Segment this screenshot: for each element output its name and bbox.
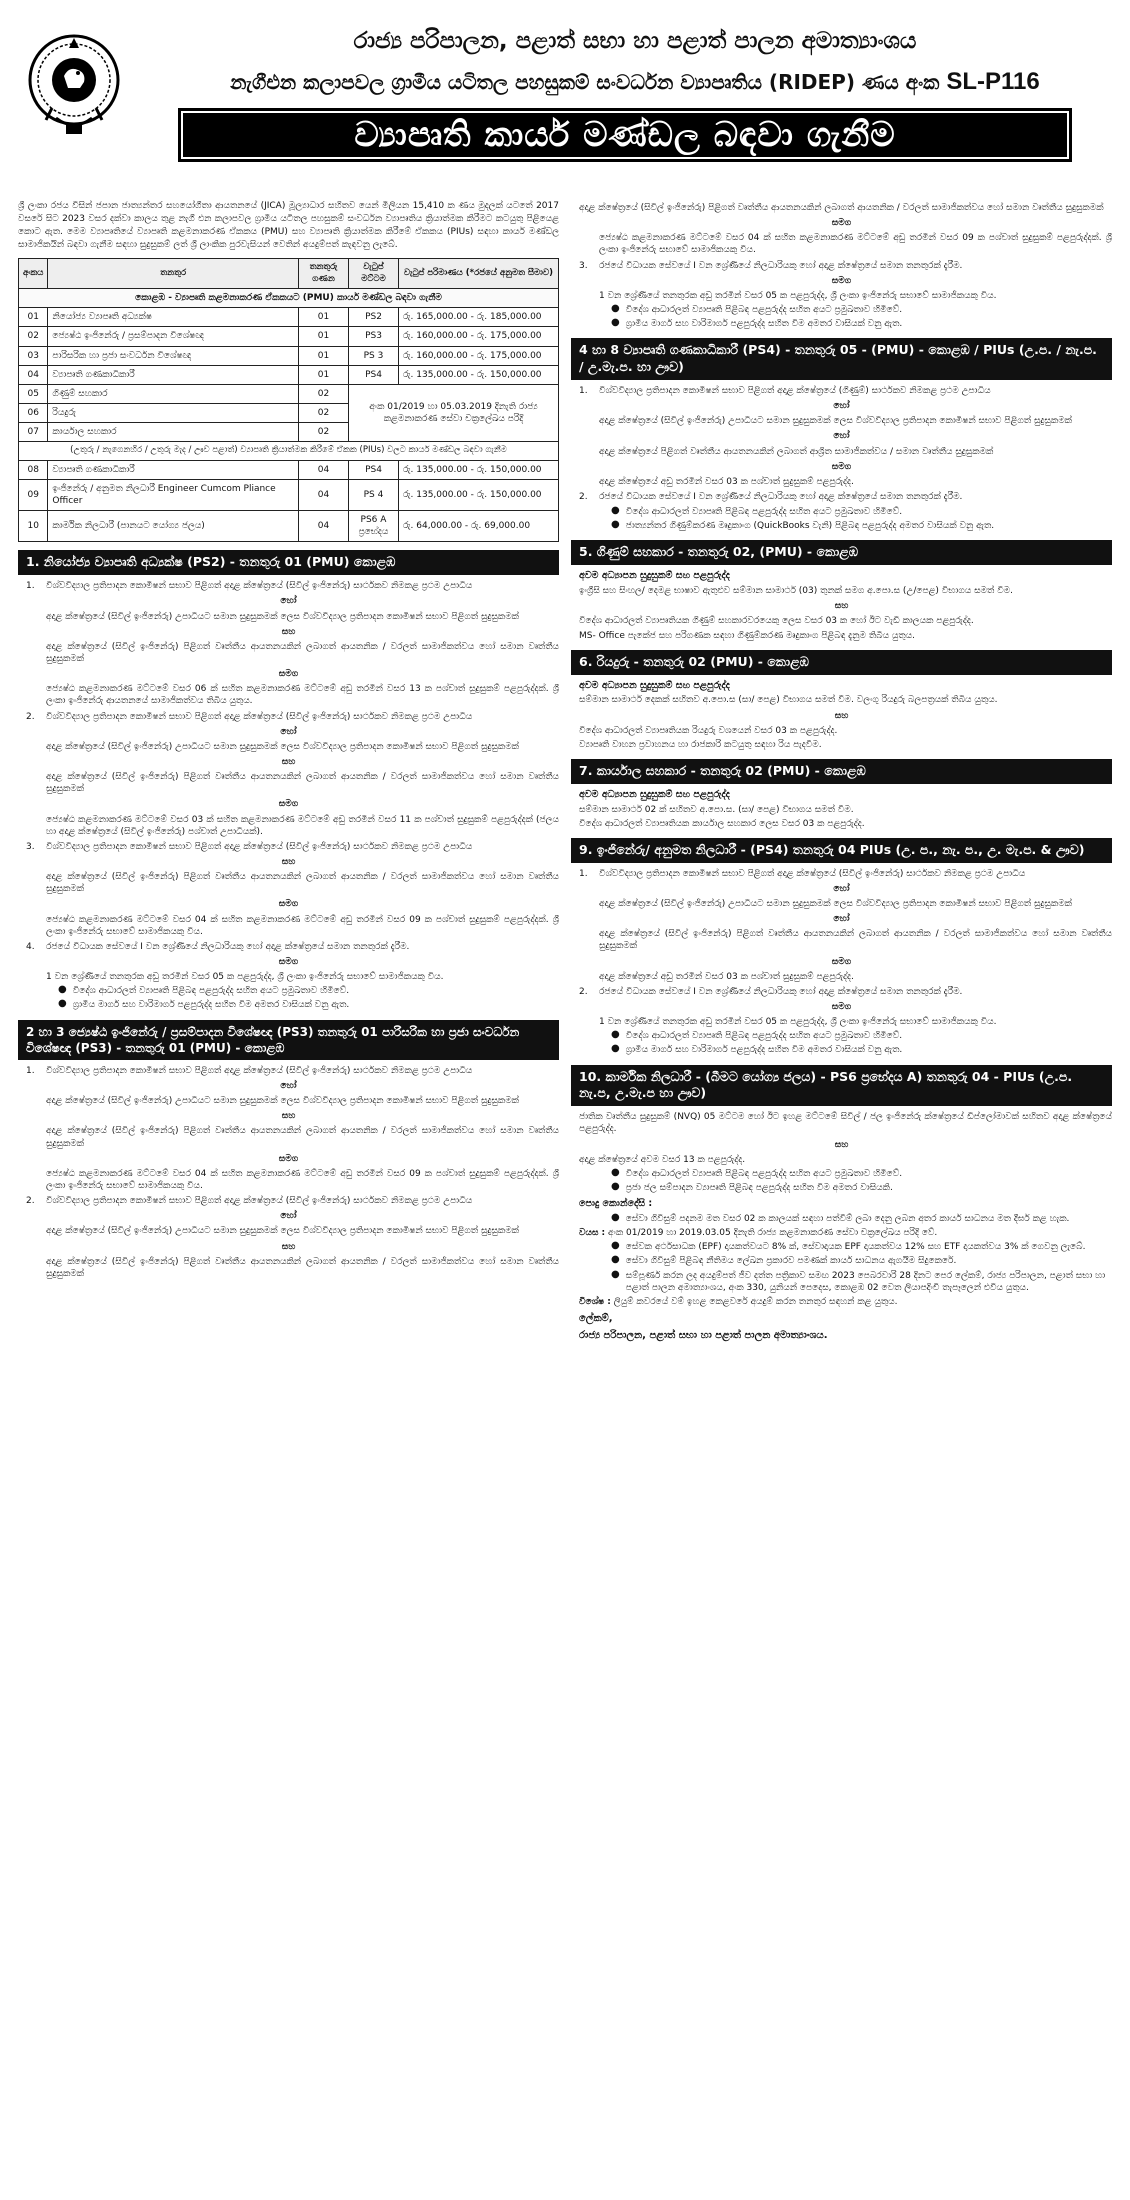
- requirement-text: අදාළ ක්ෂේත්‍රයේ (සිවිල් ඉංජිනේරු) පිළිගත් වෘත්තීය ආයතනයකින් ලබාගත් ආයතනික / වරලත් සාමාජිකත්වය හෝ සමාන වෘත්තීය සුදුසුකමක්: [46, 1256, 559, 1279]
- requirement-item: 1. විශ්වවිද්‍යාල ප්‍රතිපාදන කොමිෂන් සභාව පිළිගත් අදාළ ක්ෂේත්‍රයේ (ගිණුම්) සාර්ථකව නිමකළ ප්‍රථම උපාධිය: [579, 386, 991, 397]
- requirement-text: ජ්‍යෙෂ්ඨ කළමනාකරණ මට්ටමේ වසර 04 ක් සහිත කළමනාකරණ මට්ටමේ අඩු තරමින් වසර 09 ක පශ්චාත් සුදුසුකම් පළපුරුද්දක්. ශ්‍රී ලංකා ඉංජිනේරු සභාවේ සාමාජිකයකු විය.: [46, 914, 559, 937]
- min-qual-label: අවම අධ්‍යාපන සුදුසුකම් සහ පළපුරුද්ද: [579, 788, 730, 800]
- requirement-text: 1 වන ශ්‍රේණියේ තනතුරක අඩු තරමින් වසර 05 ක පළපුරුද්ද, ශ්‍රී ලංකා ඉංජිනේරු සභාවේ සාමාජිකයකු විය.: [599, 1017, 997, 1028]
- requirement-text: විදේශ ආධාරලත් ව්‍යාපෘතියක රියදුරු වශයෙන් වසර 03 ක පළපුරුද්ද.: [579, 725, 838, 736]
- requirement-item: 3. රජයේ විධායක සේවයේ I වන ශ්‍රේණියේ නිලධාරියකු හෝ අදාළ ක්ෂේත්‍රයේ සමාන තනතුරක් දැරීම.: [579, 260, 963, 271]
- bullet-item: ● සේවක අර්ථසාධක (EPF) දායකත්වයට 8% ක්, සේවාදායක EPF දායකත්වය 12% සහ ETF දායකත්වය 3% ක් ගෙවනු ලැබේ.: [611, 1240, 1086, 1253]
- min-qual-label: අවම අධ්‍යාපන සුදුසුකම් සහ පළපුරුද්ද: [579, 570, 730, 582]
- bullet-item: ● විදේශ ආධාරලත් ව්‍යාපෘති පිළිබඳ පළපුරුද්ද සහිත අයට ප්‍රමුඛතාව හිමිවේ.: [58, 984, 350, 997]
- and-label: සහ: [281, 1111, 296, 1122]
- requirement-text: ජ්‍යෙෂ්ඨ කළමනාකරණ මට්ටමේ වසර 04 ක් සහිත කළමනාකරණ මට්ටමේ අඩු තරමින් වසර 09 ක පශ්චාත් සුදුසුකම් පළපුරුද්දක්. ශ්‍රී ලංකා ඉංජිනේරු සභාවේ සාමාජිකයකු විය.: [46, 1168, 559, 1192]
- bullet-item: ● විදේශ ආධාරලත් ව්‍යාපෘති පිළිබඳ පළපුරුද්ද සහිත අයට ප්‍රමුඛතාව හිමිවේ.: [611, 505, 903, 518]
- requirement-text: අදාළ ක්ෂේත්‍රයේ (සිවිල් ඉංජිනේරු) උපාධියට සමාන සුදුසුකමක් ලෙස විශ්වවිද්‍යාල ප්‍රතිපාදන කොමිෂන් සභාව පිළිගත් සුදුසුකමක්: [46, 1096, 519, 1107]
- signature-ministry: රාජ්‍ය පරිපාලන, පළාත් සභා හා පළාත් පාලන අමාත්‍යාංශය.: [579, 1330, 828, 1342]
- requirement-text: අදාළ ක්ෂේත්‍රයේ (සිවිල් ඉංජිනේරු) පිළිගත් වෘත්තීය ආයතනයකින් ලබාගත් ආයතනික / වරලත් සාමාජිකත්වය හෝ සමාන වෘත්තීය සුදුසුකමක්: [46, 772, 559, 795]
- requirement-item: 1. විශ්වවිද්‍යාල ප්‍රතිපාදන කොමිෂන් සභාව පිළිගත් අදාළ ක්ෂේත්‍රයේ (සිවිල් ඉංජිනේරු) සාර්ථකව නිමකළ ප්‍රථම උපාධිය: [579, 868, 1026, 879]
- requirement-text: අදාළ ක්ෂේත්‍රයේ අඩු තරමින් වසර 03 ක පශ්චාත් සුදුසුකම් පළපුරුද්ද.: [599, 476, 854, 487]
- section-4-8-heading: 4 හා 8 ව්‍යාපෘති ගණකාධිකාරී (PS4) - තනතුරු 05 - (PMU) - කොළඹ / PIUs (උ.ප. / නැ.ප. / උ.මැ.ප. හා ඌව): [571, 338, 1112, 380]
- bullet-item: ● ග්‍රාමීය මාර්ග සහ වාරිමාර්ග පළපුරුද්ද සහිත විම අමතර වාසියක් වනු ඇත.: [58, 998, 350, 1011]
- requirement-text: සම්මාන සාමාර්ථ 02 ක් සහිතව අ.පො.ස. (සා/ පෙළ) විභාගය සමත් වීම.: [579, 804, 854, 815]
- section-10-heading: 10. කාර්මික නිලධාරී - (බීමට යෝග්‍ය ජලය) - PS6 ප්‍රභේදය A) තනතුරු 04 - PIUs (උ.ප. නැ.ප, උ.මැ.ප හා ඌව): [571, 1065, 1112, 1107]
- requirement-text: 1 වන ශ්‍රේණියේ තනතුරක අඩු තරමින් වසර 05 ක පළපුරුද්ද, ශ්‍රී ලංකා ඉංජිනේරු සභාවේ සාමාජිකයකු විය.: [599, 290, 997, 301]
- requirement-text: අදාළ ක්ෂේත්‍රයේ (සිවිල් ඉංජිනේරු) පිළිගත් වෘත්තීය ආයතනයකින් ලබාගත් ආයතනික / වරලත් සාමාජිකත්වය හෝ සමාන වෘත්තීය සුදුසුකමක්: [579, 203, 1104, 213]
- with-label: සමග: [831, 275, 852, 286]
- with-label: සමග: [278, 956, 299, 967]
- requirement-text: අදාළ ක්ෂේත්‍රයේ පිළිගත් වෘත්තීය ආයතනයකින් ලබාගත් ආශ්‍රිත සාමාජිකත්වය / සමාන වෘත්තීය සුදුසුකමක්: [599, 446, 994, 457]
- bullet-item: ● සම්පූර්ණ කරන ලද අයදුම්පත් ජීව දත්ත පත්‍රිකාව සමඟ 2023 පෙබරවාරි 28 දිනට පෙර ලේකම්, රාජ්‍ය පරිපාලන, පළාත් සභා හා පළාත් පාලන අමාත්‍යාංශය, අංක 330, යුනියන් පෙදෙස, කොළඹ 02 වෙත ලියාපදිංචි තැපෑලෙන් එවිය යුතුය.: [611, 1268, 1106, 1293]
- loan-number: SL-P116: [946, 68, 1040, 95]
- table-row: 07 කාර්යාල සහකාර 02: [19, 423, 559, 442]
- requirement-text: ජ්‍යෙෂ්ඨ කළමනාකරණ මට්ටමේ වසර 06 ක් සහිත කළමනාකරණ මට්ටමේ අඩු තරමින් වසර 13 ක පශ්චාත් සුදුසුකම් පළපුරුද්දක්. ශ්‍රී ලංකා ඉංජිනේරු ආයතනයේ සාමාජිකත්වය තිබිය යුතුය.: [46, 684, 559, 707]
- or-label: හෝ: [280, 1211, 297, 1222]
- or-label: හෝ: [280, 596, 297, 607]
- requirement-text: ඉංග්‍රීසි සහ සිංහල/ දෙමළ භාෂාව ඇතුළුව සම්මාන සාමාර්ථ (03) තුනක් සමග අ.පො.ස (උ/පෙළ) විභාගය සමත් වීම.: [579, 586, 1014, 597]
- requirement-text: අදාළ ක්ෂේත්‍රයේ (සිවිල් ඉංජිනේරු) පිළිගත් වෘත්තීය ආයතනයකින් ලබාගත් ආයතනික / වරලත් සාමාජිකත්වය හෝ සමාන වෘත්තීය සුදුසුකමක්: [46, 872, 559, 895]
- and-label: සහ: [281, 626, 296, 637]
- intro-paragraph: ශ්‍රී ලංකා රජය විසින් ජපාන ජාත්‍යන්තර සහයෝගීතා ආයතනයේ (JICA) මූල්‍යාධාර සහිතව යෙන් මිලියන 15,410 ක ණය මුදලක් යටතේ 2017 වසරේ සිට 2023 වසර දක්වා කාලය තුළ නැගී එන කලාපවල ග්‍රාමීය යටිතල පහසුකම් සංවර්ධන ව්‍යාපෘතිය ක්‍රියාත්මක කිරීමට කටයුතු පිළියෙළ කොට ඇත. මෙම ව්‍යාපෘතියේ ව්‍යාපෘති කළමනාකරණ ඒකකය (PMU) සහ ව්‍යාපෘති ක්‍රියාත්මක කිරීමේ ඒකකය (PIUs) සඳහා කාර්ය මණ්ඩල සාමාජිකයින් බඳවා ගැනීම සඳහා සුදුසුකම් ලත් ශ්‍රී ලාංකික පුරවැසියන් වෙතින් අයදුම්පත් කැඳවනු ලැබේ.: [18, 201, 559, 251]
- section-5-heading: 5. ගිණුම් සහකාර - තනතුරු 02, (PMU) - කොළඹ: [571, 540, 1112, 565]
- section-9-heading: 9. ඉංජිනේරු/ අනුමත නිලධාරී - (PS4) තනතුරු 04 PIUs (උ. ප., නැ. ප., උ. මැ.ප. & ඌව): [571, 838, 1112, 863]
- requirement-item: 3. විශ්වවිද්‍යාල ප්‍රතිපාදන කොමිෂන් සභාව පිළිගත් අදාළ ක්ෂේත්‍රයේ (සිවිල් ඉංජිනේරු) සාර්ථකව නිමකළ ප්‍රථම උපාධිය: [26, 841, 473, 852]
- or-label: හෝ: [833, 883, 850, 894]
- requirement-item: 2. රජයේ විධායක සේවයේ I වන ශ්‍රේණියේ නිලධාරියකු හෝ අදාළ ක්ෂේත්‍රයේ සමාන තනතුරක් දැරීම.: [579, 986, 963, 997]
- requirement-text: ජ්‍යෙෂ්ඨ කළමනාකරණ මට්ටමේ වසර 04 ක් සහිත කළමනාකරණ මට්ටමේ අඩු තරමින් වසර 09 ක පශ්චාත් සුදුසුකම් පළපුරුද්දක්. ශ්‍රී ලංකා ඉංජිනේරු සභාවේ සාමාජිකයකු විය.: [599, 233, 1112, 256]
- requirement-item: 2. රජයේ විධායක සේවයේ I වන ශ්‍රේණියේ නිලධාරියකු හෝ අදාළ ක්ෂේත්‍රයේ සමාන තනතුරක් දැරීම.: [579, 492, 963, 502]
- table-row: 08 ව්‍යාපෘති ගණකාධිකාරී 04 PS4 රු. 135,000.00 - රු. 150,000.00: [19, 460, 559, 479]
- col-count: තනතුරු ගණන: [299, 259, 349, 289]
- age-condition: වයස : අංක 01/2019 හා 2019.03.05 දිනැති රාජ්‍ය කළමනාකරණ සේවා චක්‍රලේඛය පරිදි වේ.: [579, 1228, 938, 1239]
- requirement-text: සම්මාන සාමාර්ථ දෙකක් සහිතව අ.පො.ස (සා/ පෙළ) විභාගය සමත් වීම. වලංගු රියදුරු බලපත්‍රයක් තිබිය යුතුය.: [579, 695, 998, 706]
- bullet-item: ● ජාත්‍යන්තර ගිණුම්කරණ මෘදුකාංග (QuickBooks වැනි) පිළිබඳ පළපුරුද්ද අමතර වාසියක් වනු ඇත.: [611, 519, 995, 532]
- with-label: සමග: [831, 1002, 852, 1013]
- requirement-text: 1 වන ශ්‍රේණියේ තනතුරක අඩු තරමින් වසර 05 ක පළපුරුද්ද, ශ්‍රී ලංකා ඉංජිනේරු සභාවේ සාමාජිකයකු විය.: [46, 972, 444, 983]
- with-label: සමග: [278, 669, 299, 680]
- requirement-item: 2. විශ්වවිද්‍යාල ප්‍රතිපාදන කොමිෂන් සභාව පිළිගත් අදාළ ක්ෂේත්‍රයේ (සිවිල් ඉංජිනේරු) සාර්ථකව නිමකළ ප්‍රථම උපාධිය: [26, 711, 473, 722]
- and-label: සහ: [834, 710, 849, 721]
- bullet-item: ● විදේශ ආධාරලත් ව්‍යාපෘති පිළිබඳ පළපුරුද්ද සහිත අයට ප්‍රමුඛතාව හිමිවේ.: [611, 1029, 903, 1042]
- table-row: 06 රියදුරු 02: [19, 403, 559, 422]
- requirement-text: අදාළ ක්ෂේත්‍රයේ (සිවිල් ඉංජිනේරු) උපාධියට සමාන සුදුසුකමක් ලෙස විශ්වවිද්‍යාල ප්‍රතිපාදන කොමිෂන් සභාව පිළිගත් සුදුසුකමක්: [46, 1226, 519, 1237]
- with-label: සමග: [278, 799, 299, 810]
- section-2-3-heading: 2 හා 3 ජ්‍යෙෂ්ඨ ඉංජිනේරු / ප්‍රසම්පාදන විශේෂඥ (PS3) තනතුරු 01 පාරිසරික හා ප්‍රජා සංවර්ධන විශේෂඥ (PS3) - තනතුරු 01 (PMU) - කොළඹ: [18, 1020, 559, 1060]
- signature-title: ලේකම්,: [579, 1312, 613, 1324]
- or-label: හෝ: [833, 401, 850, 412]
- and-label: සහ: [834, 601, 849, 612]
- or-label: හෝ: [833, 431, 850, 442]
- right-column: [571, 200, 1112, 2186]
- requirement-text: අදාළ ක්ෂේත්‍රයේ අඩු තරමින් වසර 03 ක පශ්චාත් සුදුසුකම් පළපුරුද්ද.: [599, 971, 854, 982]
- project-title: [168, 66, 1102, 98]
- or-label: හෝ: [280, 1081, 297, 1092]
- table-row: 03 පාරිසරික හා ප්‍රජා සංවර්ධන විශේෂඥ 01 PS 3 රු. 160,000.00 - රු. 175,000.00: [19, 346, 559, 365]
- circular-note-cell: අංක 01/2019 හා 05.03.2019 දිනැති රාජ්‍ය කළමනාකරණ සේවා චක්‍රලේඛය පරිදි: [349, 384, 559, 441]
- table-group-piu: (උතුරු / නැගෙනහිර / උතුරු මැද / ඌව පළාත්) ව්‍යාපෘති ක්‍රියාත්මක කිරීමේ ඒකක (PIUs) වලට කාර්ය මණ්ඩල බඳවා ගැනීම: [19, 442, 559, 460]
- requirement-item: 2. විශ්වවිද්‍යාල ප්‍රතිපාදන කොමිෂන් සභාව පිළිගත් අදාළ ක්ෂේත්‍රයේ (සිවිල් ඉංජිනේරු) සාර්ථකව නිමකළ ප්‍රථම උපාධිය: [26, 1196, 473, 1207]
- with-label: සමග: [831, 218, 852, 229]
- requirement-text: විදේශ ආධාරලත් ව්‍යාපෘතියක කාර්යාල සහකාර ලෙස වසර 03 ක පළපුරුද්ද.: [579, 818, 865, 829]
- with-label: සමග: [278, 899, 299, 910]
- and-label: සහ: [281, 756, 296, 767]
- and-label: සහ: [281, 856, 296, 867]
- with-label: සමග: [278, 1153, 299, 1164]
- table-row: 10 කාර්මික නිලධාරී (පානයට යෝග්‍ය ජලය) 04 PS6 A ප්‍රභේදය රු. 64,000.00 - රු. 69,000.00: [19, 511, 559, 542]
- requirement-text: අදාළ ක්ෂේත්‍රයේ (සිවිල් ඉංජිනේරු) උපාධියට සමාන සුදුසුකමක් ලෙස විශ්වවිද්‍යාල ප්‍රතිපාදන කොමිෂන් සභාව පිළිගත් සුදුසුකමක්: [46, 611, 519, 622]
- bullet-item: ● සේවා ගිවිසුම් පිළිබඳ නීතිමය ලේඛන ප්‍රකාරව පමණක් කාර්ය සාධනය ඇගයීම සිදුකෙරේ.: [611, 1254, 957, 1267]
- requirement-text: ජාතික වෘත්තීය සුදුසුකම් (NVQ) 05 මට්ටම හෝ ඊට ඉහළ මට්ටමේ සිවිල් / ජල ඉංජිනේරු ක්ෂේත්‍රයේ ඩිප්ලෝමාවක් සහිතව අදාළ ක්ෂේත්‍රයේ පළපුරුද්ද.: [579, 1112, 1112, 1135]
- section-1-heading: 1. නියෝජ්‍ය ව්‍යාපෘති අධ්‍යක්ෂ (PS2) - තනතුරු 01 (PMU) කොළඹ: [18, 550, 559, 575]
- table-row: 01 නියෝජ්‍ය ව්‍යාපෘති අධ්‍යක්ෂ 01 PS2 රු. 165,000.00 - රු. 185,000.00: [19, 308, 559, 327]
- col-no: අංකය: [19, 259, 48, 289]
- requirement-text: අදාළ ක්ෂේත්‍රයේ (සිවිල් ඉංජිනේරු) උපාධියට සමාන සුදුසුකමක් ලෙස විශ්වවිද්‍යාල ප්‍රතිපාදන කොමිෂන් සභාව පිළිගත් සුදුසුකමක්: [599, 899, 1072, 910]
- requirement-text: අදාළ ක්ෂේත්‍රයේ (සිවිල් ඉංජිනේරු) පිළිගත් වෘත්තීය ආයතනයකින් ලබාගත් ආයතනික / වරලත් සාමාජිකත්වය හෝ සමාන වෘත්තීය සුදුසුකමක්: [46, 641, 559, 664]
- requirement-text: ව්‍යාපෘති වාහන ප්‍රවාහනය හා රාජකාරි කටයුතු සඳහා රිය පැදවීම.: [579, 739, 822, 750]
- with-label: සමග: [831, 956, 852, 967]
- general-conditions-label: පොදු කොන්දේසි :: [579, 1198, 653, 1210]
- left-column: [18, 200, 559, 2186]
- requirement-item: 1. විශ්වවිද්‍යාල ප්‍රතිපාදන කොමිෂන් සභාව පිළිගත් අදාළ ක්ෂේත්‍රයේ (සිවිල් ඉංජිනේරු) සාර්ථකව නිමකළ ප්‍රථම උපාධිය: [26, 1065, 473, 1076]
- col-scale: වැටුප් පරිමාණය (*රජයේ අනුමත සීමාව): [399, 259, 559, 289]
- min-qual-label: අවම අධ්‍යාපන සුදුසුකම් සහ පළපුරුද්ද: [579, 679, 730, 691]
- requirement-text: අදාළ ක්ෂේත්‍රයේ (සිවිල් ඉංජිනේරු) උපාධියට සමාන සුදුසුකමක් ලෙස විශ්වවිද්‍යාල ප්‍රතිපාදන කොමිෂන් සභාව පිළිගත් සුදුසුකමක්: [46, 741, 519, 752]
- table-header-row: [19, 259, 559, 289]
- with-label: සමග: [831, 461, 852, 472]
- requirement-text: අදාළ ක්ෂේත්‍රයේ (සිවිල් ඉංජිනේරු) පිළිගත් වෘත්තීය ආයතනයකින් ලබාගත් ආයතනික / වරලත් සාමාජිකත්වය හෝ සමාන වෘත්තීය සුදුසුකමක්: [46, 1126, 559, 1149]
- bullet-item: ● ප්‍රජා ජල සම්පාදන ව්‍යාපෘති පිළිබඳ පළපුරුද්ද සහිත විම අමතර වාසියකි.: [611, 1181, 893, 1194]
- bullet-item: ● විදේශ ආධාරලත් ව්‍යාපෘති පිළිබඳ පළපුරුද්ද සහිත අයට ප්‍රමුඛතාව හිමිවේ.: [611, 1166, 903, 1179]
- requirement-text: විදේශ ආධාරලත් ව්‍යාපෘතියක ගිණුම් සහකාරවරයෙකු ලෙස වසර 03 ක හෝ ඊට වැඩි කාලයක පළපුරුද්ද.: [579, 616, 974, 627]
- requirement-text: අදාළ ක්ෂේත්‍රයේ (සිවිල් ඉංජිනේරු) උපාධියට සමාන සුදුසුකමක් ලෙස විශ්වවිද්‍යාල ප්‍රතිපාදන කොමිෂන් සභාව පිළිගත් සුදුසුකමක්: [599, 416, 1072, 427]
- table-group-pmu: කොළඹ - ව්‍යාපෘති කළමනාකරණ ඒකකයට (PMU) කාර්ය මණ්ඩල බඳවා ගැනීම: [19, 289, 559, 308]
- table-row: 02 ජ්‍යෙෂ්ඨ ඉංජිනේරු / ප්‍රසම්පාදන විශේෂඥ 01 PS3 රු. 160,000.00 - රු. 175,000.00: [19, 327, 559, 346]
- state-emblem-icon: [26, 28, 122, 138]
- and-label: සහ: [834, 1139, 849, 1150]
- bullet-item: ● ග්‍රාමීය මාර්ග සහ වාරිමාර්ග පළපුරුද්ද සහිත විම අමතර වාසියක් වනු ඇත.: [611, 1043, 903, 1056]
- or-label: හෝ: [833, 914, 850, 925]
- project-name: නැගීඑන කලාපවල ග්‍රාමීය යටිතල පහසුකම් සංවර්ධන ව්‍යාපෘතිය (RIDEP) ණය අංක: [230, 70, 940, 94]
- or-label: හෝ: [280, 726, 297, 737]
- recruitment-banner: [178, 108, 1072, 162]
- col-level: වැටුප් මට්ටම: [349, 259, 399, 289]
- positions-table: [18, 258, 559, 542]
- table-row: 05 ගිණුම් සහකාර 02 අංක 01/2019 හා 05.03.2019 දිනැති රාජ්‍ය කළමනාකරණ සේවා චක්‍රලේඛය පරිදි: [19, 384, 559, 403]
- bullet-item: ● සේවා ගිවිසුම් පදනම මත වසර 02 ක කාලයක් සඳහා පත්වීම් ලබා දෙනු ලබන අතර කාර්ය සාධනය මත දීර්ඝ කළ හැක.: [611, 1212, 1070, 1224]
- table-row: 04 ව්‍යාපෘති ගණකාධිකාරී 01 PS4 රු. 135,000.00 - රු. 150,000.00: [19, 365, 559, 384]
- requirement-item: 1. විශ්වවිද්‍යාල ප්‍රතිපාදන කොමිෂන් සභාව පිළිගත් අදාළ ක්ෂේත්‍රයේ (සිවිල් ඉංජිනේරු) සාර්ථකව නිමකළ ප්‍රථම උපාධිය: [26, 581, 473, 592]
- and-label: සහ: [281, 1241, 296, 1252]
- content-columns: [18, 200, 1112, 2186]
- table-row: 09 ඉංජිනේරු / අනුමත නිලධාරී Engineer Cumcom Pliance Officer 04 PS 4 රු. 135,000.00 - රු. 150,000.00: [19, 479, 559, 510]
- section-7-heading: 7. කාර්යාල සහකාර - තනතුරු 02 (PMU) - කොළඹ: [571, 759, 1112, 784]
- bullet-item: ● විදේශ ආධාරලත් ව්‍යාපෘති පිළිබඳ පළපුරුද්ද සහිත අයට ප්‍රමුඛතාව හිමිවේ.: [611, 302, 903, 315]
- col-post: තනතුර: [48, 259, 299, 289]
- header: [18, 14, 1112, 169]
- banner-text: ව්‍යාපෘති කාර්ය මණ්ඩල බඳවා ගැනීම: [354, 115, 896, 155]
- bullet-item: ● ග්‍රාමීය මාර්ග සහ වාරිමාර්ග පළපුරුද්ද සහිත විම අමතර වාසියක් වනු ඇත.: [611, 317, 903, 330]
- section-6-heading: 6. රියදුරු - තනතුරු 02 (PMU) - කොළඹ: [571, 650, 1112, 675]
- ministry-title: රාජ්‍ය පරිපාලන, පළාත් සභා හා පළාත් පාලන අමාත්‍යාංශය: [353, 28, 917, 54]
- requirement-item: 4. රජයේ විධායක සේවයේ I වන ශ්‍රේණියේ නිලධාරියකු හෝ අදාළ ක්ෂේත්‍රයේ සමාන තනතුරක් දැරීම.: [26, 941, 410, 952]
- requirement-text: MS- Office පැකේජ සහ පරිගණක සඳහා ගිණුම්කරණ මෘදුකාංග පිළිබඳ දැනුම තිබිය යුතුය.: [579, 630, 916, 641]
- requirement-text: අදාළ ක්ෂේත්‍රයේ අවම වසර 13 ක පළපුරුද්ද.: [579, 1154, 746, 1165]
- requirement-text: ජ්‍යෙෂ්ඨ කළමනාකරණ මට්ටමේ වසර 03 ක් සහිත කළමනාකරණ මට්ටමේ අඩු තරමින් වසර 11 ක පශ්චාත් සුදුසුකම් පළපුරුද්දක් (ජලය හා අදාළ ක්ෂේත්‍රයේ (සිවිල් ඉංජිනේරු) පශ්චාත් උපාධියක්).: [46, 814, 559, 837]
- special-note: විශේෂ : ලියුම් කවරයේ වම් ඉහළ කෙළවරේ අයදුම් කරන තනතුර සඳහන් කළ යුතුය.: [579, 1296, 898, 1307]
- requirement-text: අදාළ ක්ෂේත්‍රයේ (සිවිල් ඉංජිනේරු) පිළිගත් වෘත්තීය ආයතනයකින් ලබාගත් ආයතනික / වරලත් සාමාජිකත්වය හෝ සමාන වෘත්තීය සුදුසුකමක්: [599, 929, 1112, 952]
